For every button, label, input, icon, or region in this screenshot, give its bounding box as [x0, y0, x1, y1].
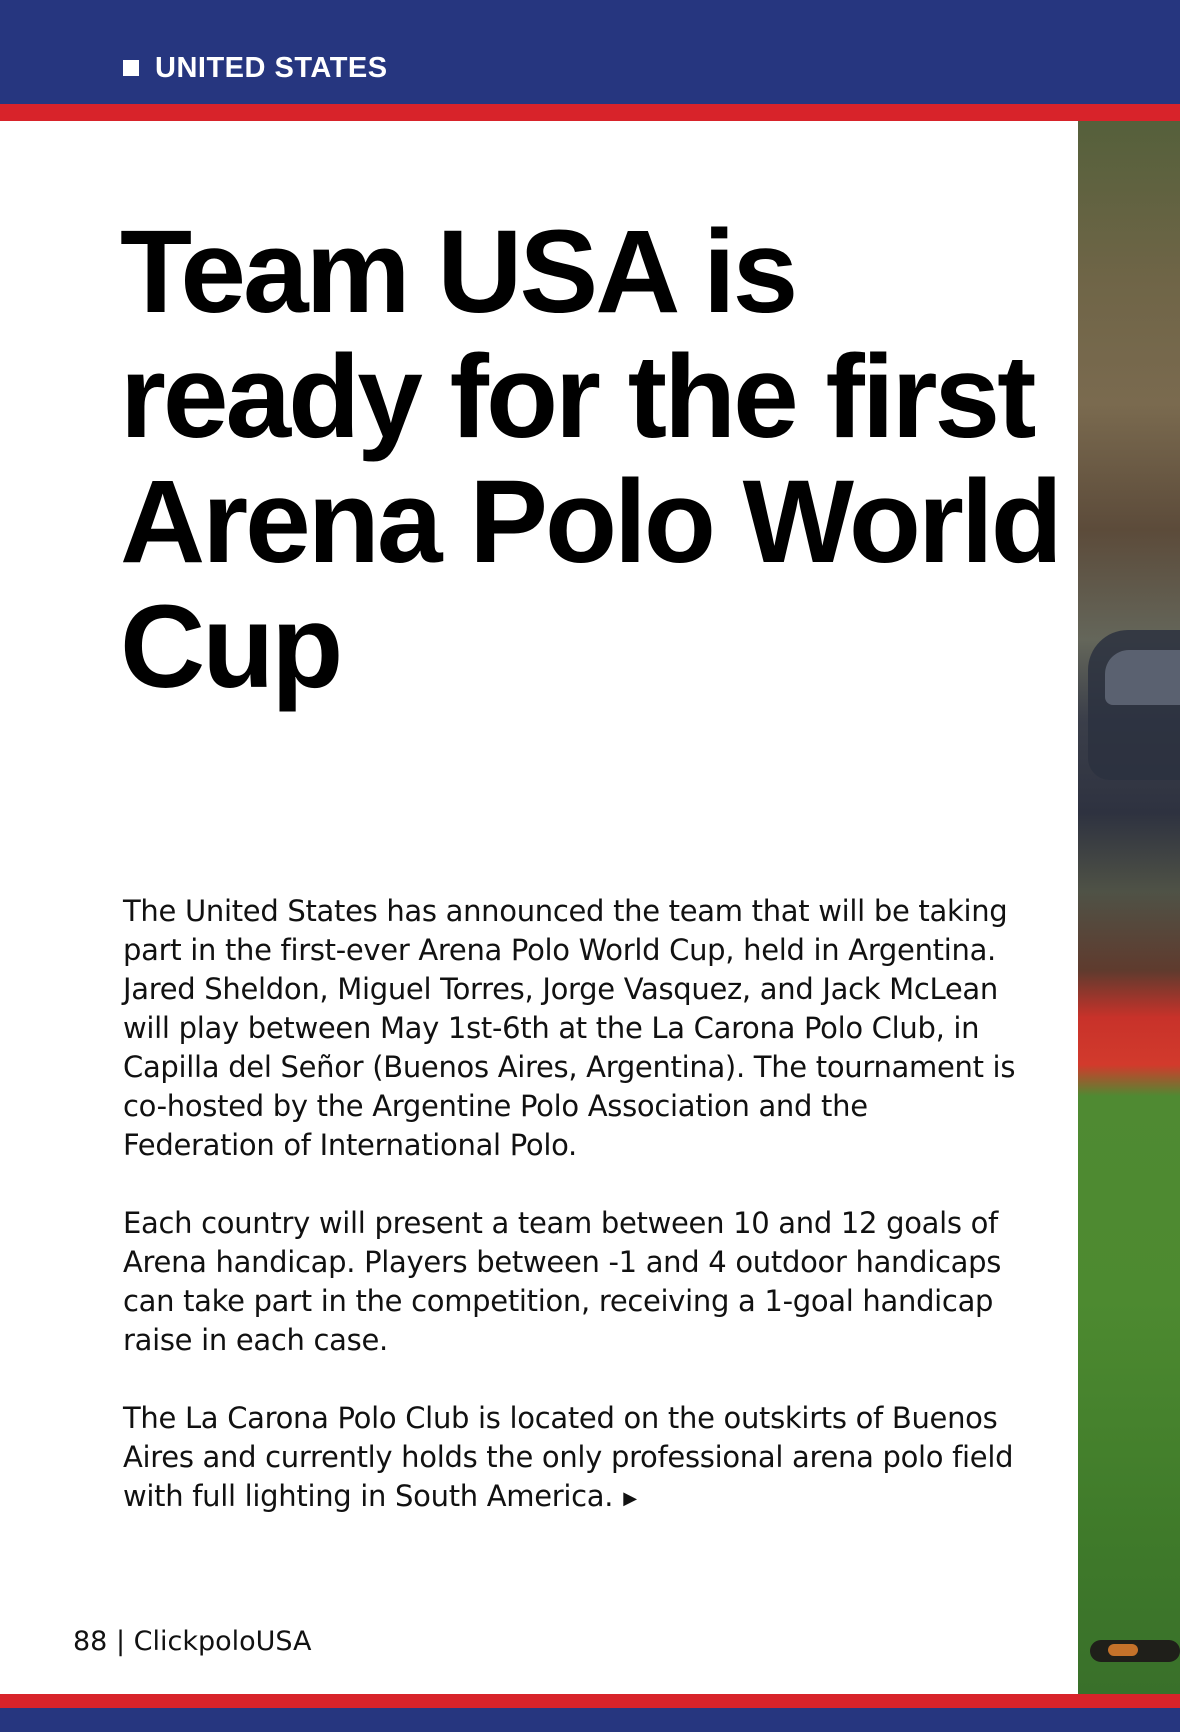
photo-vehicle-window [1105, 650, 1180, 705]
photo-mallet-tip [1108, 1644, 1138, 1656]
polo-photo-edge [1078, 121, 1180, 1694]
footer-band [0, 1708, 1180, 1732]
article-headline: Team USA is ready for the first Arena Polo World Cup [120, 206, 1060, 713]
article-body [123, 892, 1023, 1518]
section-title: UNITED STATES [155, 52, 388, 84]
article-paragraph-text: The La Carona Polo Club is located on the outskirts of Buenos Aires and currently holds the only professional arena polo field with full lighting in South America. [123, 1401, 1014, 1513]
header-red-stripe [0, 104, 1180, 121]
article-paragraph: The United States has announced the team that will be taking part in the first-ever Arena Polo World Cup, held in Argentina. Jared Sheldon, Miguel Torres, Jorge Vasquez, and Jack McLean will play between May 1st-6th at the La Carona Polo Club, in Capilla del Señor (Buenos Aires, Argentina). The tournament is co-hosted by the Argentine Polo Association and the Federation of International Polo. [123, 894, 1016, 1162]
square-icon [123, 60, 139, 76]
page-footer: 88 | ClickpoloUSA [73, 1626, 312, 1657]
article-paragraph: Each country will present a team between 10 and 12 goals of Arena handicap. Players between -1 and 4 outdoor handicaps can take part in the competition, receiving a 1-goal handicap raise in each case. [123, 1206, 1002, 1357]
play-arrow-icon: ▶ [623, 1488, 637, 1509]
footer-red-stripe [0, 1694, 1180, 1708]
section-label [123, 50, 388, 86]
article-paragraph [123, 1399, 1023, 1518]
